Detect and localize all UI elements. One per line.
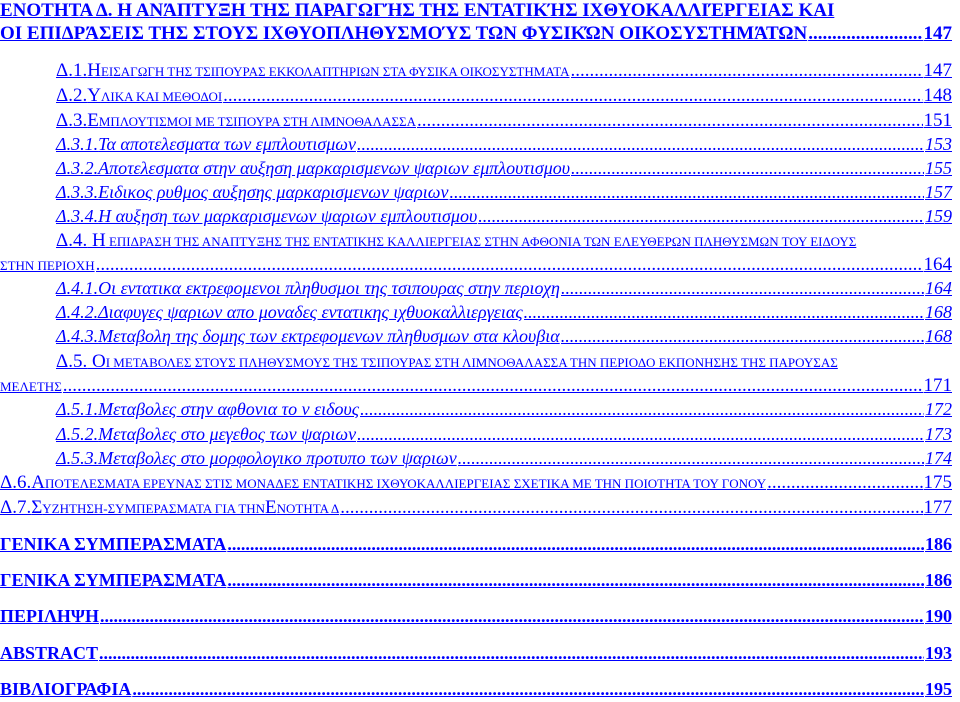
leader-dots (808, 23, 922, 45)
leader-dots (227, 534, 924, 555)
entry-title: Μεταβολες στο μορφολογικο προτυπο των ψαριων (98, 448, 457, 468)
toc-section-title[interactable] (0, 0, 834, 22)
toc-entry-d4[interactable] (56, 230, 856, 252)
toc-entry-d3-1[interactable] (56, 134, 952, 155)
entry-number: Δ.7. (0, 497, 32, 518)
leader-dots (458, 448, 924, 469)
toc-chapter-conclusions-2[interactable] (0, 570, 952, 591)
chapter-title: ABSTRACT (0, 643, 99, 663)
toc-entry-d3-2[interactable] (56, 158, 952, 179)
toc-entry-d5[interactable] (56, 351, 838, 373)
entry-number: Δ.3.2. (56, 158, 99, 178)
entry-lead: Ε (87, 110, 99, 131)
leader-dots (227, 570, 924, 591)
page-number: 159 (925, 206, 952, 226)
entry-title-continued: ΜΕΛΕΤΗΣ (0, 379, 62, 394)
entry-title: ΜΠΛΟΥΤΙΣΜΟΙ ΜΕ ΤΣΙΠΟΥΡΑ ΣΤΗ ΛΙΜΝΟΘΑΛΑΣΣΑ (98, 114, 417, 129)
leader-dots (417, 110, 922, 132)
page-number: 157 (925, 182, 952, 202)
leader-dots (524, 302, 924, 323)
toc-chapter-abstract[interactable] (0, 643, 952, 664)
entry-number: Δ.4.3. (56, 326, 99, 346)
entry-number: Δ.3. (56, 110, 88, 131)
entry-number: Δ.4.1. (56, 278, 99, 298)
entry-number: Δ.4.2. (56, 302, 99, 322)
entry-title: ΥΖΗΤΗΣΗ-ΣΥΜΠΕΡΑΣΜΑΤΑ ΓΙΑ ΤΗΝ (42, 501, 266, 516)
entry-number: Δ.4. (56, 230, 88, 251)
toc-entry-d5-3[interactable] (56, 448, 952, 469)
page-number: 195 (925, 679, 952, 699)
entry-title: Η αυξηση των μαρκαρισμενων ψαριων εμπλουτισμου (98, 206, 478, 226)
entry-number: Δ.3.4. (56, 206, 99, 226)
page-number: 148 (923, 85, 952, 106)
entry-title: Μεταβολες στην αφθονια το ν ειδους (98, 399, 360, 419)
leader-dots (340, 497, 922, 519)
page-number: 186 (925, 570, 952, 590)
leader-dots (223, 85, 922, 107)
toc-section-title-line[interactable] (0, 23, 952, 45)
entry-title: Αποτελεσματα στην αυξηση μαρκαρισμενων ψαριων εμπλουτισμου (98, 158, 570, 178)
toc-entry-d5-cont[interactable] (0, 375, 952, 397)
toc-entry-d1[interactable] (56, 60, 952, 82)
entry-number: Δ.1. (56, 60, 88, 81)
page-number: 151 (923, 110, 952, 131)
toc-entry-d4-1[interactable] (56, 278, 952, 299)
toc-entry-d5-1[interactable] (56, 399, 952, 420)
toc-chapter-conclusions-1[interactable] (0, 534, 952, 555)
page-number: 147 (923, 60, 952, 81)
page-number: 164 (925, 278, 952, 298)
entry-lead: Α (31, 472, 45, 493)
page-number: 153 (925, 134, 952, 154)
toc-entry-d3-4[interactable] (56, 206, 952, 227)
toc-chapter-bibliography[interactable] (0, 679, 952, 700)
page-number: 174 (925, 448, 952, 468)
entry-number: Δ.5. (56, 351, 88, 372)
toc-section-title-line-1: ΕΝΟΤΗΤΑ Δ. Η ΑΝΆΠΤΥΞΗ ΤΗΣ ΠΑΡΑΓΩΓΉΣ ΤΗΣ ΕΝΤΑΤΙΚΉΣ ΙΧΘΥΟΚΑΛΛΙΈΡΓΕΙΑΣ ΚΑΙ (0, 0, 835, 21)
entry-title: Διαφυγες ψαριων απο μοναδες εντατικης ιχθυοκαλλιεργειας (98, 302, 523, 322)
entry-lead: Ο (87, 351, 106, 372)
leader-dots (96, 254, 923, 276)
chapter-title: ΠΕΡΙΛΗΨΗ (0, 606, 99, 626)
entry-title: ΛΙΚΑ ΚΑΙ ΜΕΘΟΔΟΙ (100, 89, 223, 104)
entry-lead: Η (87, 60, 101, 81)
entry-title: ΕΙΣΑΓΩΓΗ ΤΗΣ ΤΣΙΠΟΥΡΑΣ ΕΚΚΟΛΑΠΤΗΡΙΩΝ ΣΤΑ ΦΥΣΙΚΑ ΟΙΚΟΣΥΣΤΗΜΑΤΑ (100, 64, 570, 79)
toc-entry-d4-3[interactable] (56, 326, 952, 347)
entry-number: Δ.5.1. (56, 399, 99, 419)
page-number: 168 (925, 302, 952, 322)
page-number: 147 (923, 23, 952, 44)
entry-title: Ι ΜΕΤΑΒΟΛΕΣ ΣΤΟΥΣ ΠΛΗΘΥΣΜΟΥΣ ΤΗΣ ΤΣΙΠΟΥΡΑΣ ΣΤΗ ΛΙΜΝΟΘΑΛΑΣΣΑ ΤΗΝ ΠΕΡΙΟΔΟ ΕΚΠΟΝΗΣΗΣ ΤΗΣ ΠΑΡΟΥΣΑΣ (105, 355, 838, 370)
page-number: 173 (925, 424, 952, 444)
entry-number: Δ.5.3. (56, 448, 99, 468)
entry-title: ΠΟΤΕΛΕΣΜΑΤΑ ΕΡΕΥΝΑΣ ΣΤΙΣ ΜΟΝΑΔΕΣ ΕΝΤΑΤΙΚΗΣ ΙΧΘΥΟΚΑΛΛΙΕΡΓΕΙΑΣ ΣΧΕΤΙΚΑ ΜΕ ΤΗΝ ΠΟΙΟΤΗΤΑ ΤΟΥ ΓΟΝΟΥ (44, 476, 767, 491)
entry-title-continued: ΣΤΗΝ ΠΕΡΙΟΧΗ (0, 258, 95, 273)
entry-title: Ειδικος ρυθμος αυξησης μαρκαρισμενων ψαριων (98, 182, 449, 202)
leader-dots (449, 182, 924, 203)
page-number: 186 (925, 534, 952, 554)
page-number: 171 (923, 375, 952, 396)
toc-entry-d2[interactable] (56, 85, 952, 107)
toc-entry-d5-2[interactable] (56, 424, 952, 445)
leader-dots (132, 679, 924, 700)
leader-dots (571, 158, 924, 179)
leader-dots (357, 134, 924, 155)
entry-lead: Η (87, 230, 106, 251)
leader-dots (360, 399, 924, 420)
chapter-title: ΓΕΝΙΚΑ ΣΥΜΠΕΡΑΣΜΑΤΑ (0, 570, 227, 590)
chapter-title: ΓΕΝΙΚΑ ΣΥΜΠΕΡΑΣΜΑΤΑ (0, 534, 227, 554)
leader-dots (357, 424, 924, 445)
page-number: 164 (923, 254, 952, 275)
entry-title: Τα αποτελεσματα των εμπλουτισμων (98, 134, 356, 154)
entry-title-end: ΝΟΤΗΤΑ Δ (276, 501, 340, 516)
leader-dots (767, 472, 922, 494)
entry-title: ΕΠΙΔΡΑΣΗ ΤΗΣ ΑΝΑΠΤΥΞΗΣ ΤΗΣ ΕΝΤΑΤΙΚΗΣ ΚΑΛΛΙΕΡΓΕΙΑΣ ΣΤΗΝ ΑΦΘΟΝΙΑ ΤΩΝ ΕΛΕΥΘΕΡΩΝ ΠΛΗΘΥΣΜΩΝ ΤΟΥ ΕΙΔΟΥΣ (105, 234, 857, 249)
entry-number: Δ.2. (56, 85, 88, 106)
page-number: 172 (925, 399, 952, 419)
leader-dots (561, 278, 924, 299)
toc-entry-d4-2[interactable] (56, 302, 952, 323)
entry-number: Δ.6. (0, 472, 32, 493)
chapter-title: ΒΙΒΛΙΟΓΡΑΦΙΑ (0, 679, 132, 699)
entry-number: Δ.5.2. (56, 424, 99, 444)
page-number: 177 (923, 497, 952, 518)
page-number: 168 (925, 326, 952, 346)
leader-dots (99, 643, 924, 664)
entry-lead: Σ (31, 497, 43, 518)
page-number: 175 (923, 472, 952, 493)
toc-entry-d3-3[interactable] (56, 182, 952, 203)
toc-entry-d4-cont[interactable] (0, 254, 952, 276)
page-number: 190 (925, 606, 952, 626)
leader-dots (561, 326, 924, 347)
entry-lead: Υ (87, 85, 101, 106)
leader-dots (478, 206, 924, 227)
toc-entry-d3[interactable] (56, 110, 952, 132)
leader-dots (63, 375, 923, 397)
entry-title-cap: Ε (265, 497, 277, 518)
page-number: 193 (925, 643, 952, 663)
toc-chapter-summary[interactable] (0, 606, 952, 627)
toc-section-title-line-2: ΟΙ ΕΠΙΔΡΆΣΕΙΣ ΤΗΣ ΣΤΟΥΣ ΙΧΘΥΟΠΛΗΘΥΣΜΟΎΣ ΤΩΝ ΦΥΣΙΚΏΝ ΟΙΚΟΣΥΣΤΗΜΆΤΩΝ (0, 23, 808, 44)
entry-title: Οι εντατικα εκτρεφομενοι πληθυσμοι της τσιπουρας στην περιοχη (98, 278, 560, 298)
toc-entry-d6[interactable] (0, 472, 952, 494)
leader-dots (571, 60, 923, 82)
toc-entry-d7[interactable] (0, 497, 952, 519)
entry-title: Μεταβολες στο μεγεθος των ψαριων (98, 424, 357, 444)
entry-number: Δ.3.1. (56, 134, 99, 154)
page-number: 155 (925, 158, 952, 178)
leader-dots (100, 606, 924, 627)
entry-number: Δ.3.3. (56, 182, 99, 202)
entry-title: Μεταβολη της δομης των εκτρεφομενων πληθυσμων στα κλουβια (98, 326, 560, 346)
